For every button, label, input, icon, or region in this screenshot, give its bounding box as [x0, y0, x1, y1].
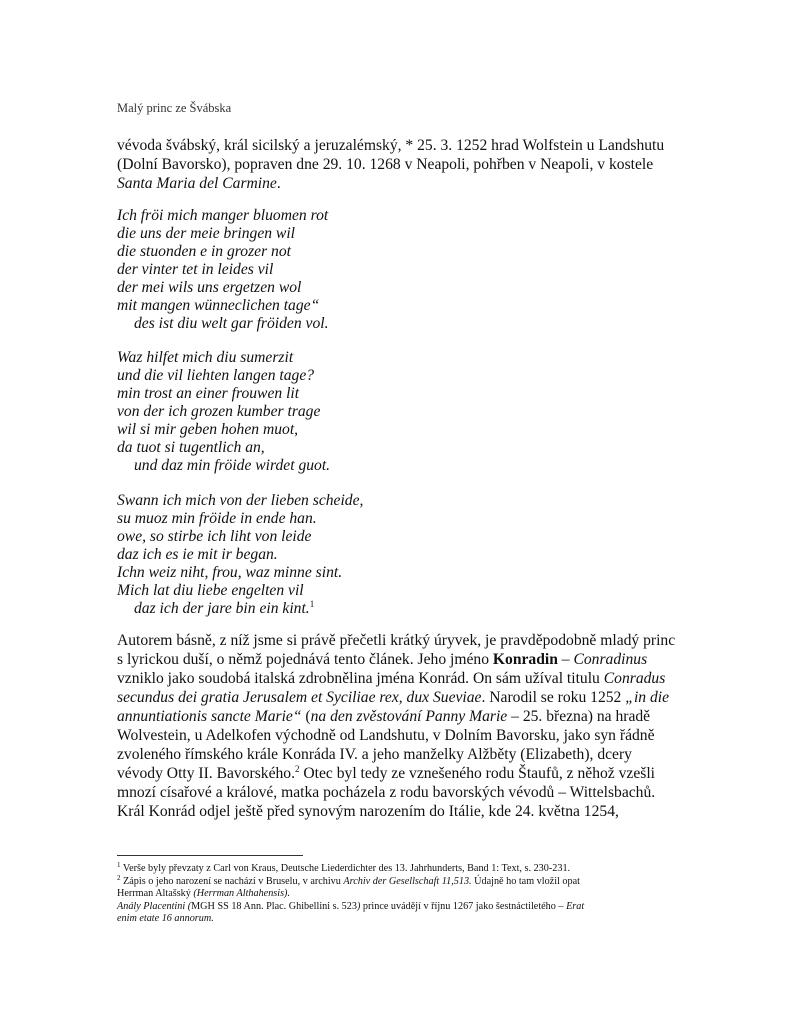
- poem-line: Ich fröi mich manger bluomen rot: [117, 207, 329, 224]
- body-text-run: –: [557, 651, 574, 668]
- footnote-text: Zápis o jeho narození se nachází v Bruselu, v archivu: [120, 875, 344, 887]
- body-paragraph: [117, 631, 683, 821]
- konradin-name: Konradin: [492, 651, 558, 668]
- poem-line: owe, so stirbe ich liht von leide: [117, 528, 312, 545]
- latin-name: (Herrman Althahensis).: [193, 888, 290, 900]
- footnote-separator: [117, 855, 303, 856]
- latin-date-quote: „in die: [625, 689, 670, 706]
- footnote-3-cont: [117, 913, 677, 926]
- body-line: zvoleného římského krále Konráda IV. a jeho manželky Alžběty (Elizabeth), dcery: [117, 746, 632, 763]
- body-line: [117, 764, 683, 783]
- poem-line: su muoz min fröide in ende han.: [117, 510, 317, 527]
- poem-stanza-3: [117, 492, 363, 618]
- archive-name: Archiv der Gesellschaft 11,513.: [343, 875, 472, 887]
- poem-line: Waz hilfet mich diu sumerzit: [117, 349, 294, 366]
- footnote-text: Údajně ho tam vložil opat: [471, 875, 580, 887]
- running-header: Malý princ ze Švábska: [117, 101, 232, 115]
- footnotes: [117, 863, 677, 926]
- intro-church-name: Santa Maria del Carmine: [117, 175, 277, 192]
- intro-line-1: vévoda švábský, král sicilský a jeruzalémský, * 25. 3. 1252 hrad Wolfstein u Landshutu: [117, 137, 665, 154]
- body-line: Král Konrád odjel ještě před synovým narozením do Itálie, kde 24. května 1254,: [117, 803, 619, 820]
- poem-line: min trost an einer frouwen lit: [117, 385, 300, 402]
- body-line: [117, 707, 683, 726]
- poem-stanza-1: [117, 207, 328, 333]
- poem-line: Ichn weiz niht, frou, waz minne sint.: [117, 564, 343, 581]
- poem-stanza-2: [117, 349, 330, 475]
- footnote-2-cont: [117, 888, 677, 901]
- body-text-run: vévody Otty II. Bavorského.: [117, 765, 295, 782]
- poem-line-last: [117, 600, 363, 618]
- poem-line: von der ich grozen kumber trage: [117, 403, 321, 420]
- source-ref: MGH SS 18 Ann. Plac. Ghibellini s. 523: [191, 900, 357, 912]
- footnote-ref-2[interactable]: 2: [295, 764, 300, 774]
- poem-line: Mich lat diu liebe engelten vil: [117, 582, 304, 599]
- title-latin: Conradus: [603, 670, 666, 687]
- intro-line-3-end: .: [276, 175, 281, 192]
- footnote-text: Herrman Altašský: [117, 888, 194, 900]
- footnote-ref-1[interactable]: 1: [309, 599, 315, 609]
- body-line: [117, 688, 683, 707]
- latin-date-quote-cont: annuntiationis sancte Marie“: [117, 708, 302, 725]
- title-latin-cont: secundus dei gratia Jerusalem et Syciliae rex, dux Sueviae: [117, 689, 482, 706]
- body-text-run: . Narodil se roku 1252: [481, 689, 626, 706]
- poem-line: die uns der meie bringen wil: [117, 225, 296, 242]
- body-text-run: vzniklo jako soudobá italská zdrobnělina jména Konrád. On sám užíval titulu: [117, 670, 604, 687]
- body-line: Wolvestein, u Adelkofen východně od Landshutu, v Dolním Bavorsku, jako syn řádně: [117, 727, 655, 744]
- poem-line: daz ich es ie mit ir began.: [117, 546, 278, 563]
- footnote-text: prince uvádějí v říjnu 1267 jako šestnáctiletého –: [360, 900, 567, 912]
- conradinus-name: Conradinus: [573, 651, 648, 668]
- poem-line: des ist diu welt gar fröiden vol.: [134, 315, 329, 332]
- body-line: [117, 669, 683, 688]
- poem-line: wil si mir geben hohen muot,: [117, 421, 299, 438]
- body-text-run: s lyrickou duší, o němž pojednává tento článek. Jeho jméno: [117, 651, 493, 668]
- footnote-text: ): [356, 900, 361, 912]
- body-text-run: Otec byl tedy ze vznešeného rodu Štaufů, z něhož vzešli: [299, 765, 655, 782]
- footnote-1: [117, 863, 677, 876]
- footnote-2: [117, 873, 677, 889]
- intro-line-2: (Dolní Bavorsko), popraven dne 29. 10. 1268 v Neapoli, pohřben v Neapoli, v kostele: [117, 156, 654, 173]
- footnote-text: Anály Placentini (: [117, 900, 192, 912]
- poem-line-text: daz ich der jare bin ein kint.: [134, 600, 310, 617]
- poem-line: Swann ich mich von der lieben scheide,: [117, 492, 364, 509]
- latin-quote-cont: enim etate 16 annorum.: [117, 913, 214, 925]
- body-line: Autorem básně, z níž jsme si právě přečetli krátký úryvek, je pravděpodobně mladý princ: [117, 632, 676, 649]
- footnote-number: 2: [117, 873, 121, 882]
- poem-line: und die vil liehten langen tage?: [117, 367, 315, 384]
- intro-paragraph: [117, 136, 697, 193]
- czech-date-phrase: na den zvěstování Panny Marie: [310, 708, 508, 725]
- footnote-number: 1: [117, 861, 121, 869]
- body-line: mnozí císařové a králové, matka pocházela z rodu bavorských vévodů – Wittelsbachů.: [117, 784, 656, 801]
- body-line: [117, 650, 683, 669]
- latin-quote: Erat: [566, 900, 585, 912]
- poem-line: mit mangen wünneclichen tage“: [117, 297, 320, 314]
- footnote-3: [117, 901, 677, 914]
- body-text-run: (: [301, 708, 311, 725]
- poem-line: der mei wils uns ergetzen wol: [117, 279, 302, 296]
- poem-line: da tuot si tugentlich an,: [117, 439, 265, 456]
- body-text-run: – 25. března) na hradě: [507, 708, 651, 725]
- poem-line: die stuonden e in grozer not: [117, 243, 291, 260]
- footnote-text: Verše byly převzaty z Carl von Kraus, Deutsche Liederdichter des 13. Jahrhunderts, Band 1: Text, s. 230-231.: [120, 863, 571, 874]
- poem-line: und daz min fröide wirdet guot.: [134, 457, 331, 474]
- poem-line: der vinter tet in leides vil: [117, 261, 274, 278]
